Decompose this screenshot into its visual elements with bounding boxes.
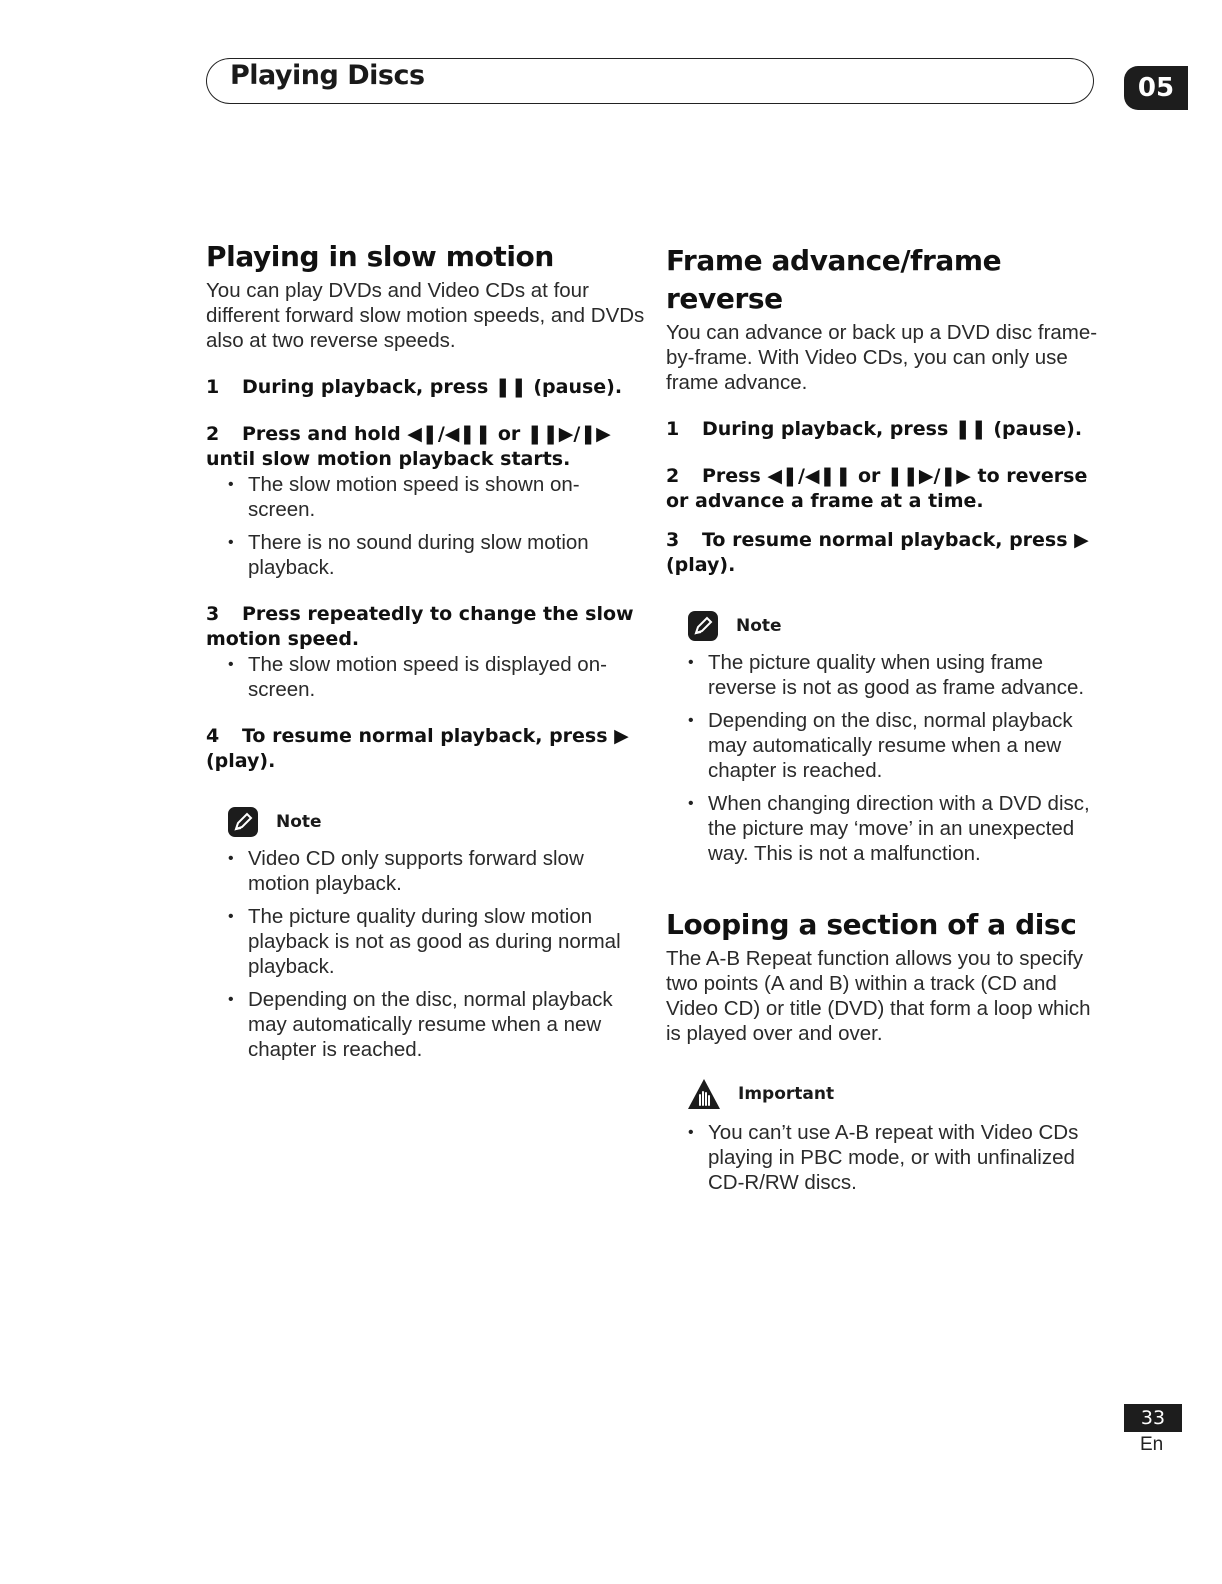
chapter-badge: 05 <box>1124 66 1188 110</box>
frame-note-header <box>688 608 1106 644</box>
list-item: • When changing direction with a DVD disc, the picture may ‘move’ in an unexpected way. This is not a malfunction. <box>666 791 1106 866</box>
heading-frame-advance: Frame advance/frame reverse <box>666 244 1002 315</box>
note-label: Note <box>276 812 322 832</box>
list-item: • Depending on the disc, normal playback may automatically resume when a new chapter is reached. <box>206 987 646 1062</box>
section-title: Playing Discs <box>230 60 425 91</box>
frame-advance-intro: You can advance or back up a DVD disc frame-by-frame. With Video CDs, you can only use frame advance. <box>666 321 1098 394</box>
important-header <box>686 1076 1106 1112</box>
list-item: • You can’t use A-B repeat with Video CDs playing in PBC mode, or with unfinalized CD-R/RW discs. <box>666 1120 1106 1195</box>
list-item: • There is no sound during slow motion playback. <box>206 530 646 580</box>
page-number-badge: 33 <box>1124 1404 1182 1432</box>
list-item: • The slow motion speed is shown on-screen. <box>206 472 646 522</box>
slow-motion-step-4: 4 To resume normal playback, press ▶ (play). <box>206 725 629 772</box>
heading-slow-motion: Playing in slow motion <box>206 240 554 273</box>
slow-motion-intro: You can play DVDs and Video CDs at four different forward slow motion speeds, and DVDs also at two reverse speeds. <box>206 279 645 352</box>
list-item: • Depending on the disc, normal playback may automatically resume when a new chapter is reached. <box>666 708 1106 783</box>
slow-motion-notes <box>206 846 646 1062</box>
slow-motion-step-2-bullets <box>206 472 646 580</box>
note-label: Note <box>736 616 782 636</box>
left-column <box>206 238 646 1062</box>
slow-motion-step-1: 1 During playback, press ❚❚ (pause). <box>206 376 623 398</box>
right-column <box>666 242 1106 1195</box>
page-language: En <box>1140 1434 1164 1455</box>
important-list <box>666 1120 1106 1195</box>
slow-motion-step-3: 3 Press repeatedly to change the slow motion speed. <box>206 603 634 650</box>
slow-motion-note-header <box>228 804 646 840</box>
list-item: • The slow motion speed is displayed on-screen. <box>206 652 646 702</box>
list-item: • The picture quality during slow motion playback is not as good as during normal playback. <box>206 904 646 979</box>
slow-motion-step-3-bullets <box>206 652 646 702</box>
warning-hand-icon <box>686 1077 722 1111</box>
looping-intro: The A-B Repeat function allows you to specify two points (A and B) within a track (CD and Video CD) or title (DVD) that form a loop which is played over and over. <box>666 947 1091 1045</box>
important-label: Important <box>738 1084 835 1104</box>
pencil-note-icon <box>688 611 718 641</box>
frame-notes <box>666 650 1106 866</box>
list-item: • Video CD only supports forward slow motion playback. <box>206 846 646 896</box>
pencil-note-icon <box>228 807 258 837</box>
list-item: • The picture quality when using frame reverse is not as good as frame advance. <box>666 650 1106 700</box>
frame-step-1: 1 During playback, press ❚❚ (pause). <box>666 418 1083 440</box>
frame-step-3: 3 To resume normal playback, press ▶ (play). <box>666 529 1089 576</box>
heading-looping: Looping a section of a disc <box>666 908 1077 941</box>
frame-step-2: 2 Press ◀❚/◀❚❚ or ❚❚▶/❚▶ to reverse or advance a frame at a time. <box>666 465 1088 512</box>
slow-motion-step-2: 2 Press and hold ◀❚/◀❚❚ or ❚❚▶/❚▶ until slow motion playback starts. <box>206 423 611 470</box>
